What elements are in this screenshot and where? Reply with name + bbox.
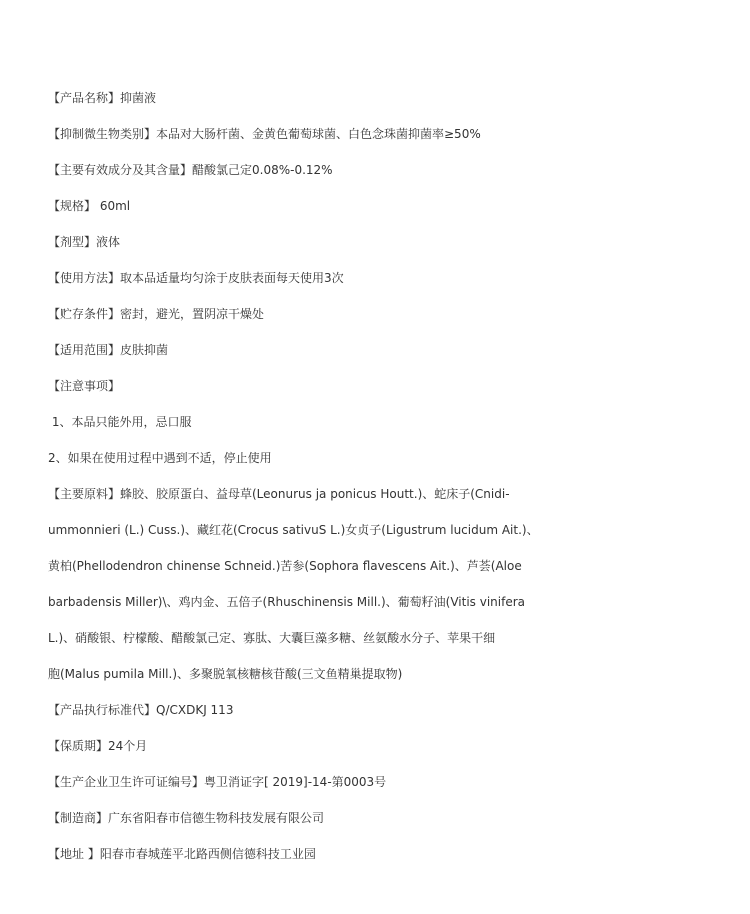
shelf-life-line: 【保质期】24个月 [48, 739, 148, 753]
raw-materials-line-5: L.)、硝酸银、柠檬酸、醋酸氯己定、寡肽、大囊巨藻多糖、丝氨酸水分子、苹果干细 [48, 631, 496, 645]
raw-materials-line-4: barbadensis Miller)\、鸡内金、五倍子(Rhuschinensis Mill.)、葡萄籽油(Vitis vinifera [48, 595, 525, 609]
manufacturer-line: 【制造商】广东省阳春市信德生物科技发展有限公司 [48, 811, 325, 825]
hygiene-license-line: 【生产企业卫生许可证编号】粤卫消证字[ 2019]-14-第0003号 [48, 775, 387, 789]
scope-of-application-line: 【适用范围】皮肤抑菌 [48, 343, 169, 357]
dosage-form-line: 【剂型】液体 [48, 235, 121, 249]
precaution-item-2: 2、如果在使用过程中遇到不适，停止使用 [48, 451, 272, 465]
raw-materials-line-6: 胞(Malus pumila Mill.)、多聚脱氧核糖核苷酸(三文鱼精巢提取物) [48, 667, 403, 681]
storage-conditions-line: 【贮存条件】密封，避光，置阴凉干燥处 [48, 307, 265, 321]
usage-method-line: 【使用方法】取本品适量均匀涂于皮肤表面每天使用3次 [48, 271, 344, 285]
product-label-document [48, 80, 708, 872]
raw-materials-line-3: 黄柏(Phellodendron chinense Schneid.)苦参(Sophora flavescens Ait.)、芦荟(Aloe [48, 559, 522, 573]
microbe-category-line: 【抑制微生物类别】本品对大肠杆菌、金黄色葡萄球菌、白色念珠菌抑菌率≥50% [48, 127, 481, 141]
precaution-item-1: 1、本品只能外用，忌口服 [48, 415, 192, 429]
raw-materials-line-1: 【主要原料】蜂胶、胶原蛋白、益母草(Leonurus ja ponicus Houtt.)、蛇床子(Cnidi- [48, 487, 510, 501]
address-line: 【地址 】阳春市春城莲平北路西侧信德科技工业园 [48, 847, 316, 861]
raw-materials-line-2: ummonnieri (L.) Cuss.)、藏红花(Crocus sativuS L.)女贞子(Ligustrum lucidum Ait.)、 [48, 523, 539, 537]
standard-code-line: 【产品执行标准代】Q/CXDKJ 113 [48, 703, 234, 717]
active-ingredient-line: 【主要有效成分及其含量】醋酸氯己定0.08%-0.12% [48, 163, 333, 177]
specification-line: 【规格】 60ml [48, 199, 131, 213]
product-name-line: 【产品名称】抑菌液 [48, 91, 157, 105]
precautions-heading: 【注意事项】 [48, 379, 121, 393]
